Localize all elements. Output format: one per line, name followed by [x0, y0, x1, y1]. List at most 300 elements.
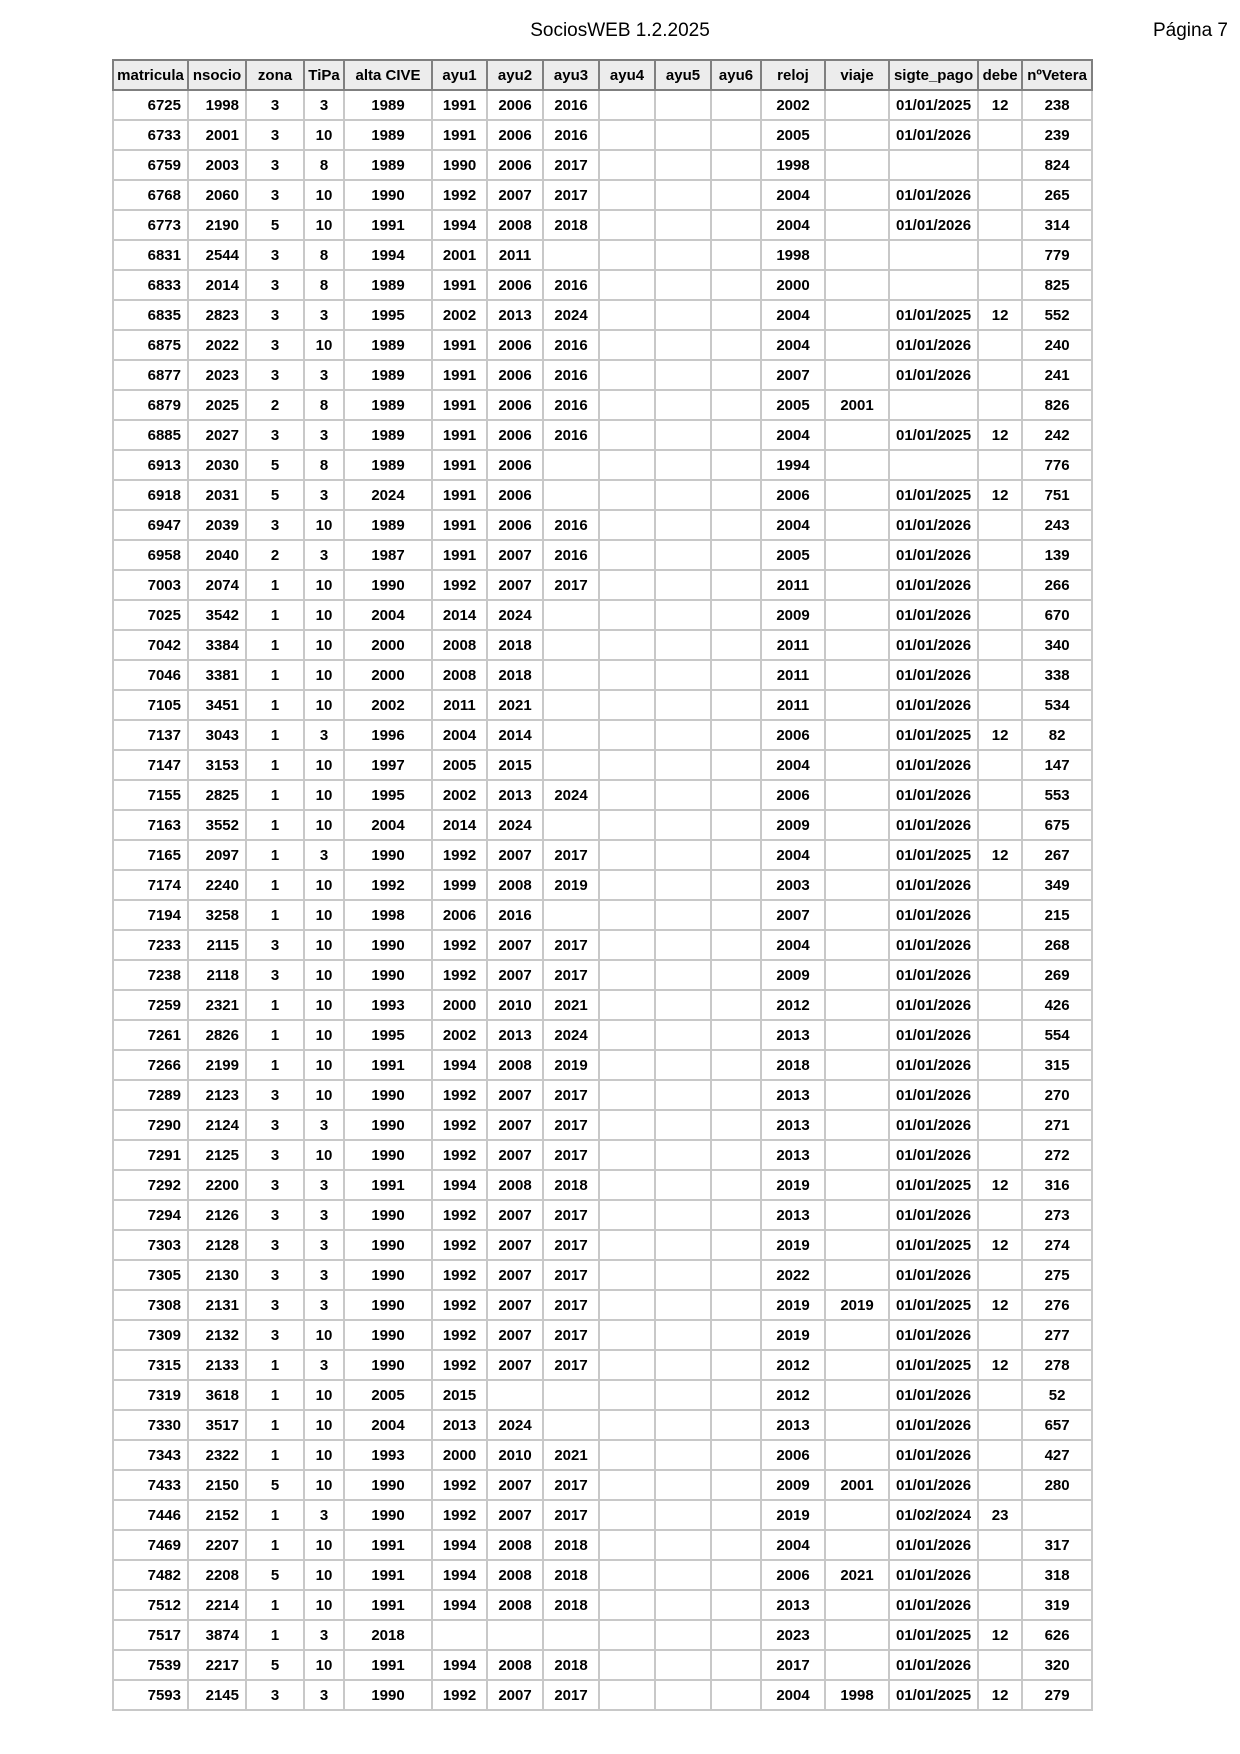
table-cell: 2017 [543, 960, 599, 990]
table-cell: 2007 [487, 1680, 543, 1710]
table-cell: 5 [246, 450, 304, 480]
column-header: ayu3 [543, 60, 599, 90]
table-cell: 2017 [543, 180, 599, 210]
table-row [113, 750, 1092, 780]
table-cell [978, 1530, 1022, 1560]
table-cell: 12 [978, 720, 1022, 750]
column-header: zona [246, 60, 304, 90]
table-cell [599, 390, 655, 420]
table-cell [711, 1590, 761, 1620]
table-cell: 1989 [344, 510, 432, 540]
table-cell: 2000 [344, 630, 432, 660]
table-cell: 10 [304, 960, 344, 990]
table-cell [825, 1590, 889, 1620]
table-cell: 10 [304, 1440, 344, 1470]
table-cell [825, 870, 889, 900]
table-cell [543, 450, 599, 480]
table-cell: 1 [246, 900, 304, 930]
table-cell: 2024 [487, 810, 543, 840]
table-cell [978, 600, 1022, 630]
table-row [113, 1380, 1092, 1410]
members-table [112, 59, 1093, 1711]
table-cell [655, 1380, 711, 1410]
table-cell [711, 450, 761, 480]
table-cell [599, 1620, 655, 1650]
table-cell: 2004 [344, 600, 432, 630]
table-cell [655, 810, 711, 840]
table-cell: 01/01/2025 [889, 300, 978, 330]
table-cell [655, 150, 711, 180]
table-cell: 1991 [432, 360, 487, 390]
table-cell: 6947 [113, 510, 188, 540]
table-cell: 2024 [487, 1410, 543, 1440]
table-cell: 2004 [761, 930, 825, 960]
table-cell [655, 360, 711, 390]
table-row [113, 990, 1092, 1020]
table-cell: 01/01/2026 [889, 780, 978, 810]
table-cell: 3384 [188, 630, 246, 660]
table-cell [711, 1470, 761, 1500]
table-cell [711, 900, 761, 930]
table-cell [825, 600, 889, 630]
table-cell: 10 [304, 1020, 344, 1050]
table-cell: 1987 [344, 540, 432, 570]
table-cell: 1990 [344, 1680, 432, 1710]
table-cell: 242 [1022, 420, 1092, 450]
table-cell: 3 [304, 1260, 344, 1290]
table-cell: 2017 [543, 840, 599, 870]
table-cell: 2131 [188, 1290, 246, 1320]
table-cell: 3 [246, 150, 304, 180]
table-row [113, 1200, 1092, 1230]
table-cell: 01/01/2025 [889, 90, 978, 120]
table-cell: 2006 [761, 720, 825, 750]
table-cell [711, 420, 761, 450]
table-cell [655, 1230, 711, 1260]
table-row [113, 690, 1092, 720]
table-cell [711, 1020, 761, 1050]
table-cell: 2321 [188, 990, 246, 1020]
table-cell: 3 [246, 270, 304, 300]
table-cell: 2 [246, 390, 304, 420]
table-cell: 1989 [344, 150, 432, 180]
table-cell [599, 270, 655, 300]
table-cell [599, 1530, 655, 1560]
table-cell: 2007 [487, 840, 543, 870]
table-cell: 1989 [344, 270, 432, 300]
table-cell: 7261 [113, 1020, 188, 1050]
table-cell: 1989 [344, 450, 432, 480]
table-cell: 3043 [188, 720, 246, 750]
table-cell: 626 [1022, 1620, 1092, 1650]
table-row [113, 1470, 1092, 1500]
table-cell: 1 [246, 1530, 304, 1560]
table-cell [825, 120, 889, 150]
table-cell [655, 1560, 711, 1590]
table-cell: 426 [1022, 990, 1092, 1020]
table-row [113, 450, 1092, 480]
table-cell: 3 [304, 540, 344, 570]
table-cell: 7147 [113, 750, 188, 780]
table-cell: 01/01/2026 [889, 570, 978, 600]
table-cell [978, 360, 1022, 390]
table-cell: 7105 [113, 690, 188, 720]
table-cell: 3874 [188, 1620, 246, 1650]
table-cell [655, 1080, 711, 1110]
table-cell: 10 [304, 1080, 344, 1110]
table-cell: 2208 [188, 1560, 246, 1590]
table-cell: 1998 [761, 150, 825, 180]
table-cell [599, 1410, 655, 1440]
table-cell: 3 [304, 1680, 344, 1710]
table-cell: 2017 [543, 1500, 599, 1530]
table-cell: 1 [246, 1350, 304, 1380]
table-cell: 1990 [432, 150, 487, 180]
table-cell: 215 [1022, 900, 1092, 930]
table-cell: 318 [1022, 1560, 1092, 1590]
table-cell: 240 [1022, 330, 1092, 360]
table-cell: 7174 [113, 870, 188, 900]
table-cell: 1990 [344, 1230, 432, 1260]
table-cell [599, 810, 655, 840]
table-cell: 2012 [761, 990, 825, 1020]
table-cell: 1991 [432, 420, 487, 450]
table-cell [655, 600, 711, 630]
table-cell [599, 450, 655, 480]
table-cell [978, 1320, 1022, 1350]
table-cell: 3 [246, 510, 304, 540]
table-cell [889, 150, 978, 180]
table-cell: 3542 [188, 600, 246, 630]
table-row [113, 1620, 1092, 1650]
table-cell: 10 [304, 810, 344, 840]
table-cell: 2007 [487, 1140, 543, 1170]
table-cell: 1994 [432, 1170, 487, 1200]
table-cell: 2008 [432, 660, 487, 690]
table-cell: 2016 [543, 510, 599, 540]
table-cell: 238 [1022, 90, 1092, 120]
table-cell: 01/01/2026 [889, 1560, 978, 1590]
table-cell: 10 [304, 600, 344, 630]
table-cell: 2004 [344, 810, 432, 840]
table-cell: 2013 [487, 300, 543, 330]
table-cell: 3 [246, 1080, 304, 1110]
table-cell: 1992 [432, 840, 487, 870]
table-cell: 1997 [344, 750, 432, 780]
table-cell: 2014 [432, 810, 487, 840]
table-cell [825, 90, 889, 120]
table-cell [599, 1260, 655, 1290]
table-cell [978, 1590, 1022, 1620]
table-cell [655, 720, 711, 750]
table-cell: 2022 [188, 330, 246, 360]
table-cell: 1990 [344, 570, 432, 600]
table-cell: 349 [1022, 870, 1092, 900]
table-cell: 316 [1022, 1170, 1092, 1200]
table-cell [599, 420, 655, 450]
table-cell [599, 1170, 655, 1200]
table-cell: 2544 [188, 240, 246, 270]
table-cell: 239 [1022, 120, 1092, 150]
table-cell: 2825 [188, 780, 246, 810]
table-cell: 2152 [188, 1500, 246, 1530]
table-cell [889, 390, 978, 420]
table-cell: 2011 [761, 630, 825, 660]
table-cell: 01/01/2026 [889, 630, 978, 660]
table-cell [711, 210, 761, 240]
table-cell [825, 330, 889, 360]
table-cell: 2023 [761, 1620, 825, 1650]
table-cell [825, 1380, 889, 1410]
table-cell: 2826 [188, 1020, 246, 1050]
table-cell: 3 [246, 330, 304, 360]
table-cell [978, 1560, 1022, 1590]
table-cell [978, 660, 1022, 690]
table-cell: 2017 [543, 1290, 599, 1320]
table-cell: 1990 [344, 1080, 432, 1110]
table-cell: 10 [304, 510, 344, 540]
table-cell [711, 960, 761, 990]
table-cell [978, 870, 1022, 900]
table-cell: 1990 [344, 1290, 432, 1320]
table-row [113, 720, 1092, 750]
table-cell: 2004 [761, 330, 825, 360]
table-cell: 3 [304, 1290, 344, 1320]
table-cell: 552 [1022, 300, 1092, 330]
table-cell [711, 180, 761, 210]
table-cell: 2008 [487, 1170, 543, 1200]
table-cell: 2006 [487, 480, 543, 510]
table-cell: 10 [304, 1650, 344, 1680]
table-cell [543, 1620, 599, 1650]
table-cell [655, 780, 711, 810]
table-cell: 1 [246, 1020, 304, 1050]
table-cell [599, 510, 655, 540]
table-cell: 7308 [113, 1290, 188, 1320]
table-cell: 278 [1022, 1350, 1092, 1380]
table-cell [599, 1470, 655, 1500]
table-cell: 3552 [188, 810, 246, 840]
table-cell: 2018 [543, 1650, 599, 1680]
table-cell: 2003 [761, 870, 825, 900]
table-cell: 2025 [188, 390, 246, 420]
table-cell: 1992 [432, 1260, 487, 1290]
table-cell [599, 1200, 655, 1230]
table-cell [599, 1680, 655, 1710]
table-cell: 10 [304, 1590, 344, 1620]
table-cell [599, 1380, 655, 1410]
table-cell: 2021 [487, 690, 543, 720]
table-cell [655, 1680, 711, 1710]
table-cell: 2322 [188, 1440, 246, 1470]
table-cell [655, 210, 711, 240]
table-cell [599, 750, 655, 780]
table-cell: 1992 [432, 960, 487, 990]
table-cell [978, 1140, 1022, 1170]
table-cell: 3 [246, 240, 304, 270]
table-cell [599, 360, 655, 390]
table-cell: 2200 [188, 1170, 246, 1200]
table-cell: 8 [304, 450, 344, 480]
table-cell: 3 [246, 420, 304, 450]
table-cell: 2031 [188, 480, 246, 510]
table-cell: 1 [246, 750, 304, 780]
table-cell: 2006 [487, 150, 543, 180]
table-cell: 2024 [543, 300, 599, 330]
table-cell: 10 [304, 690, 344, 720]
table-cell: 2007 [487, 1200, 543, 1230]
table-row [113, 1230, 1092, 1260]
table-cell: 3 [304, 90, 344, 120]
table-cell: 6773 [113, 210, 188, 240]
table-row [113, 300, 1092, 330]
table-cell [655, 900, 711, 930]
table-cell [711, 660, 761, 690]
table-cell [978, 210, 1022, 240]
table-cell: 2006 [487, 90, 543, 120]
table-cell [825, 720, 889, 750]
table-cell: 1990 [344, 1320, 432, 1350]
table-cell [711, 690, 761, 720]
table-row [113, 1260, 1092, 1290]
table-cell: 1 [246, 600, 304, 630]
table-cell: 01/01/2026 [889, 1050, 978, 1080]
table-cell: 2002 [432, 780, 487, 810]
table-cell: 2014 [188, 270, 246, 300]
table-cell: 2217 [188, 1650, 246, 1680]
table-cell: 2006 [761, 480, 825, 510]
table-cell: 2115 [188, 930, 246, 960]
table-cell [978, 1080, 1022, 1110]
table-cell: 01/01/2026 [889, 1140, 978, 1170]
table-cell [978, 810, 1022, 840]
table-row [113, 600, 1092, 630]
table-cell: 7266 [113, 1050, 188, 1080]
table-cell: 2004 [761, 180, 825, 210]
table-cell: 5 [246, 1650, 304, 1680]
table-cell: 1992 [432, 1350, 487, 1380]
table-cell: 01/01/2025 [889, 1680, 978, 1710]
table-cell: 2004 [761, 840, 825, 870]
column-header: sigte_pago [889, 60, 978, 90]
table-cell: 10 [304, 1410, 344, 1440]
table-cell: 2013 [761, 1410, 825, 1440]
table-cell [655, 960, 711, 990]
table-cell [825, 1260, 889, 1290]
table-cell: 01/01/2026 [889, 510, 978, 540]
table-row [113, 120, 1092, 150]
table-cell: 01/01/2026 [889, 210, 978, 240]
table-cell [599, 600, 655, 630]
table-cell: 8 [304, 270, 344, 300]
table-cell: 01/01/2026 [889, 990, 978, 1020]
table-cell: 2011 [761, 570, 825, 600]
table-cell [825, 780, 889, 810]
table-cell: 23 [978, 1500, 1022, 1530]
table-cell: 7155 [113, 780, 188, 810]
table-cell: 534 [1022, 690, 1092, 720]
table-row [113, 270, 1092, 300]
column-header: debe [978, 60, 1022, 90]
table-cell [825, 1500, 889, 1530]
table-cell: 1991 [344, 1050, 432, 1080]
table-row [113, 1320, 1092, 1350]
table-cell [978, 1440, 1022, 1470]
table-cell: 2023 [188, 360, 246, 390]
table-cell [711, 1440, 761, 1470]
table-header-row [113, 60, 1092, 90]
table-cell: 7137 [113, 720, 188, 750]
table-cell: 1991 [432, 540, 487, 570]
table-cell: 2016 [543, 360, 599, 390]
table-cell: 12 [978, 1230, 1022, 1260]
table-cell: 340 [1022, 630, 1092, 660]
table-cell: 1994 [432, 1560, 487, 1590]
table-cell: 01/01/2025 [889, 1170, 978, 1200]
table-cell: 01/01/2026 [889, 960, 978, 990]
table-cell: 2017 [543, 930, 599, 960]
table-cell [711, 360, 761, 390]
table-cell: 2017 [543, 1200, 599, 1230]
table-cell: 3 [304, 1110, 344, 1140]
table-cell [825, 1650, 889, 1680]
table-cell: 1995 [344, 780, 432, 810]
table-cell [825, 270, 889, 300]
table-cell [711, 120, 761, 150]
table-cell: 2017 [543, 1260, 599, 1290]
table-cell: 10 [304, 180, 344, 210]
table-cell: 7165 [113, 840, 188, 870]
table-cell: 2022 [761, 1260, 825, 1290]
table-row [113, 960, 1092, 990]
table-cell: 10 [304, 1140, 344, 1170]
table-cell: 3 [246, 1680, 304, 1710]
table-cell: 01/01/2026 [889, 870, 978, 900]
table-cell: 2005 [761, 120, 825, 150]
table-cell [711, 1290, 761, 1320]
table-cell: 3618 [188, 1380, 246, 1410]
table-cell: 1990 [344, 1350, 432, 1380]
table-cell [655, 450, 711, 480]
table-row [113, 780, 1092, 810]
table-cell: 1 [246, 1500, 304, 1530]
table-cell: 1990 [344, 1470, 432, 1500]
table-cell [655, 1290, 711, 1320]
table-cell: 2016 [487, 900, 543, 930]
column-header: ayu4 [599, 60, 655, 90]
table-cell: 1 [246, 630, 304, 660]
table-cell: 2018 [543, 1170, 599, 1200]
table-cell: 1992 [432, 930, 487, 960]
table-cell [825, 210, 889, 240]
table-cell [543, 630, 599, 660]
table-cell: 12 [978, 420, 1022, 450]
table-cell: 1999 [432, 870, 487, 900]
table-cell: 3 [246, 930, 304, 960]
table-cell [711, 750, 761, 780]
table-cell: 1991 [432, 120, 487, 150]
table-cell: 01/01/2025 [889, 1620, 978, 1650]
table-cell [655, 840, 711, 870]
table-row [113, 1410, 1092, 1440]
table-cell [825, 1530, 889, 1560]
table-cell: 270 [1022, 1080, 1092, 1110]
table-row [113, 480, 1092, 510]
table-cell: 824 [1022, 150, 1092, 180]
table-cell: 2004 [761, 750, 825, 780]
table-cell: 2017 [543, 570, 599, 600]
table-cell: 2006 [487, 270, 543, 300]
